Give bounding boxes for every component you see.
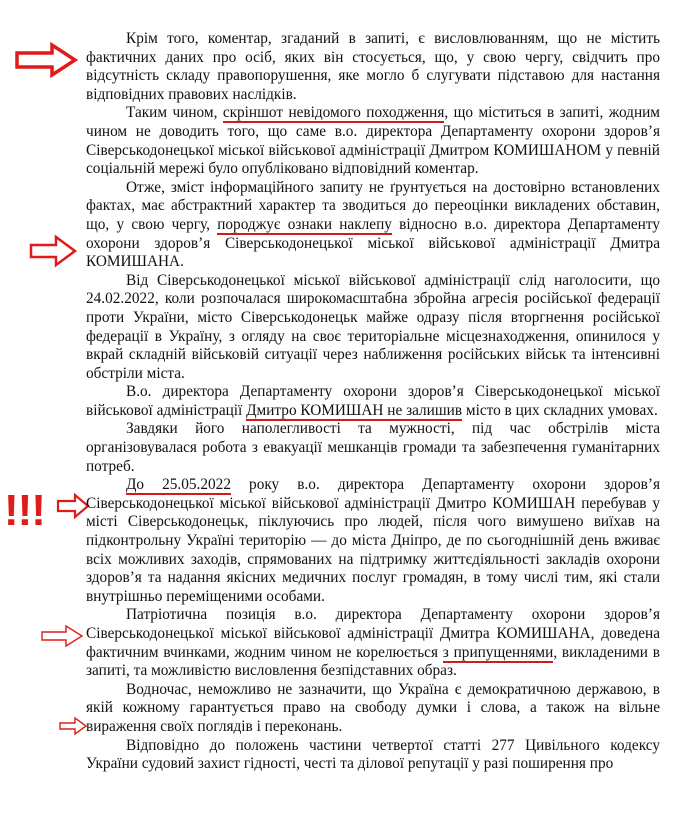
paragraph-civil-code: Відповідно до положень частини четвертої статті 277 Цивільного кодексу України судовий захист гідності, честі та ділової репутації у разі поширення про — [86, 736, 660, 773]
paragraph-patriotic: Патріотична позиція в.о. директора Департаменту охорони здоров’я Сіверськодонецької міської військової адміністрації Дмитра КОМИШАНА, доведена фактичним вчинками, жодним чином не корелюється з припущеннями, викладеними в запиті, та можливістю висловлення безпідставних образ. — [86, 606, 660, 680]
paragraph-war-context: Від Сіверськодонецької міської військової адміністрації слід наголосити, що 24.02.2022, коли розпочалася широкомасштабна збройна агресія російської федерації проти України, місто Сіверськодонецьк майже одразу після вторгнення російської федерації в Україну, з огляду на своє територіальне місцезнаходження, опинилося у вкрай складній військовій ситуації через наближення російських військ та інтенсивні обстріли міста. — [86, 271, 660, 382]
underline-did-not-leave: Дмитро КОМИШАН не залишив — [246, 401, 463, 419]
paragraph-slander: Отже, зміст інформаційного запиту не ґрунтується на достовірно встановлених фактах, має абстрактний характер та зводиться до переоцінки викладених обставин, що, у свою чергу, породжує ознаки наклепу відносно в.о. директора Департаменту охорони здоров’я Сіверськодонецької міської військової адміністрації Дмитра КОМИШАНА. — [86, 178, 661, 271]
arrow-right-icon — [40, 624, 84, 648]
arrow-right-icon — [28, 234, 78, 268]
underline-slander: породжує ознаки наклепу — [217, 215, 392, 233]
paragraph-until-date: До 25.05.2022 року в.о. директора Департаменту охорони здоров’я Сіверськодонецької міської військової адміністрації Дмитро КОМИШАН перебував у місті Сіверськодонецьк, піклуючись про людей, після чого вимушено виїхав на підконтрольну Україні територію — до міста Дніпро, де по сьогоднішній день вживає всіх можливих заходів, спрямованих на підтримку життєдіяльності закладів охорони здоров’я та надання якісних медичних послуг громадян, в тому числі тим, які стали внутрішньо переміщеними особами. — [86, 476, 660, 605]
paragraph-screenshot: Таким чином, скріншот невідомого походження, що міститься в запиті, жодним чином не доводить того, що саме в.о. директора Департаменту охорони здоров’я Сіверськодонецької міської військової адміністрації Дмитром КОМИШАНОМ у певній соціальній мережі було опубліковано відповідний коментар. — [86, 104, 660, 178]
paragraph-democracy: Водночас, неможливо не зазначити, що Україна є демократичною державою, в якій кожному гарантується право на свободу думки і слова, а також на вільне вираження своїх поглядів і переконань. — [86, 680, 660, 735]
paragraph-stayed: В.о. директора Департаменту охорони здоров’я Сіверськодонецької міської військової адміністрації Дмитро КОМИШАН не залишив місто в цих складних умовах. — [86, 383, 660, 419]
underline-assumptions: з припущеннями — [442, 643, 554, 661]
underline-date: До 25.05.2022 — [126, 476, 231, 494]
paragraph-evacuation: Завдяки його наполегливості та мужності, під час обстрілів міста організовувалася робота з евакуації мешканців громади та забезпечення гуманітарних потреб. — [86, 420, 660, 475]
underline-unknown-screenshot: скріншот невідомого походження — [222, 104, 445, 122]
document-body — [86, 30, 660, 774]
exclamation-marks: !!! — [4, 486, 45, 535]
arrow-right-icon — [58, 716, 88, 736]
arrow-right-icon — [14, 42, 78, 78]
arrow-right-icon — [56, 493, 90, 519]
paragraph-comment: Крім того, коментар, згаданий в запиті, є висловлюванням, що не містить фактичних даних про осіб, яких він стосується, що, у свою чергу, свідчить про відсутність складу правопорушення, яке могло б слугувати підставою для настання відповідних правових наслідків. — [86, 30, 660, 103]
